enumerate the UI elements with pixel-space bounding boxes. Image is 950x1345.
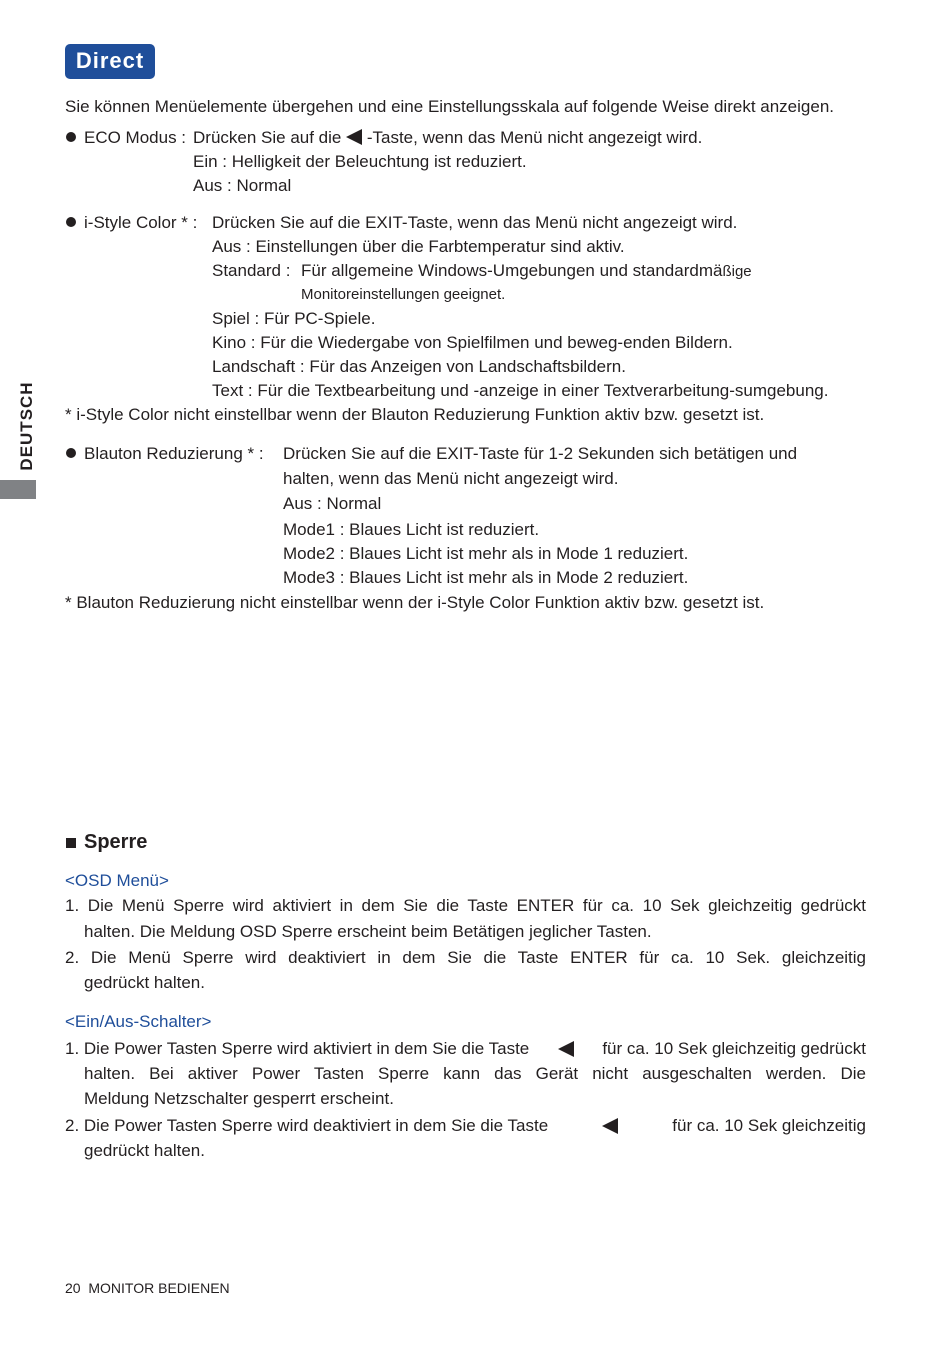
istyle-standard-text-2: Monitoreinstellungen geeignet. [301, 286, 506, 303]
istyle-standard-text-1 [301, 261, 752, 281]
left-triangle-icon [346, 129, 362, 145]
left-triangle-icon [602, 1118, 618, 1134]
istyle-line-1: Drücken Sie auf die EXIT-Taste, wenn das Menü nicht angezeigt wird. [212, 213, 738, 232]
power-item-1-line-2: halten. Bei aktiver Power Tasten Sperre kann das Gerät nicht ausgeschalten werden. Die [84, 1064, 866, 1083]
power-item-2-line-1-post: für ca. 10 Sek gleichzeitig [672, 1116, 866, 1135]
blauton-mode1: Mode1 : Blaues Licht ist reduziert. [283, 520, 540, 539]
language-tab [0, 480, 36, 499]
blauton-mode2: Mode2 : Blaues Licht ist mehr als in Mode 1 reduziert. [283, 544, 689, 563]
page-footer [65, 1280, 230, 1296]
power-item-1-line-1-pre: 1. Die Power Tasten Sperre wird aktiviert in dem Sie die Taste [65, 1039, 530, 1058]
power-item-2-line-2: gedrückt halten. [84, 1141, 205, 1160]
left-triangle-icon [558, 1041, 574, 1057]
istyle-spiel: Spiel : Für PC-Spiele. [212, 309, 376, 328]
page-number: 20 [65, 1280, 81, 1296]
eco-line-3: Aus : Normal [193, 176, 292, 195]
osd-heading: <OSD Menü> [65, 871, 169, 890]
eco-label: ECO Modus : [84, 128, 187, 147]
blauton-note: * Blauton Reduzierung nicht einstellbar wenn der i-Style Color Funktion aktiv bzw. gesetzt ist. [65, 593, 765, 612]
istyle-label: i-Style Color * : [84, 213, 198, 232]
bullet-dot-icon [66, 448, 76, 458]
istyle-standard-text-1b: ßige [722, 263, 752, 280]
eco-line-1 [193, 128, 702, 148]
bullet-dot-icon [66, 132, 76, 142]
blauton-line-1: Drücken Sie auf die EXIT-Taste für 1-2 Sekunden sich betätigen und [283, 444, 798, 463]
square-icon [66, 838, 76, 848]
section-badge-direct: Direct [65, 44, 155, 79]
power-item-1-line-3: Meldung Netzschalter gesperrt erscheint. [84, 1089, 394, 1108]
blauton-line-2: halten, wenn das Menü nicht angezeigt wird. [283, 469, 619, 488]
direct-intro: Sie können Menüelemente übergehen und eine Einstellungsskala auf folgende Weise direkt anzeigen. [65, 97, 834, 116]
eco-line-1-pre: Drücken Sie auf die [193, 128, 342, 147]
power-heading: <Ein/Aus-Schalter> [65, 1012, 212, 1031]
footer-section: MONITOR BEDIENEN [88, 1280, 230, 1296]
istyle-standard-label: Standard : [212, 261, 291, 280]
sperre-title: Sperre [84, 831, 148, 853]
blauton-label: Blauton Reduzierung * : [84, 444, 264, 463]
blauton-aus: Aus : Normal [283, 494, 382, 513]
eco-line-2: Ein : Helligkeit der Beleuchtung ist reduziert. [193, 152, 527, 171]
istyle-standard-text-1a: Für allgemeine Windows-Umgebungen und standardmä [301, 261, 723, 280]
istyle-note: * i-Style Color nicht einstellbar wenn der Blauton Reduzierung Funktion aktiv bzw. gesetzt ist. [65, 405, 765, 424]
osd-item-2-line-1: 2. Die Menü Sperre wird deaktiviert in dem Sie die Taste ENTER für ca. 10 Sek. gleichzeitig [65, 948, 866, 967]
power-item-1-line-1-post: für ca. 10 Sek gleichzeitig gedrückt [602, 1039, 866, 1058]
osd-item-1-line-1: 1. Die Menü Sperre wird aktiviert in dem Sie die Taste ENTER für ca. 10 Sek gleichzeitig gedrückt [65, 896, 866, 915]
istyle-kino: Kino : Für die Wiedergabe von Spielfilmen und beweg-enden Bildern. [212, 333, 733, 352]
language-label: DEUTSCH [17, 381, 36, 471]
osd-item-1-line-2: halten. Die Meldung OSD Sperre erscheint beim Betätigen jeglicher Tasten. [84, 922, 652, 941]
istyle-landschaft: Landschaft : Für das Anzeigen von Landschaftsbildern. [212, 357, 626, 376]
bullet-dot-icon [66, 217, 76, 227]
power-item-1-line-1 [65, 1039, 866, 1059]
blauton-mode3: Mode3 : Blaues Licht ist mehr als in Mode 2 reduziert. [283, 568, 689, 587]
eco-line-1-post: -Taste, wenn das Menü nicht angezeigt wird. [366, 128, 703, 147]
power-item-2-line-1 [65, 1116, 866, 1136]
osd-item-2-line-2: gedrückt halten. [84, 973, 205, 992]
istyle-aus: Aus : Einstellungen über die Farbtemperatur sind aktiv. [212, 237, 625, 256]
power-item-2-line-1-pre: 2. Die Power Tasten Sperre wird deaktiviert in dem Sie die Taste [65, 1116, 549, 1135]
istyle-text: Text : Für die Textbearbeitung und -anzeige in einer Textverarbeitung-sumgebung. [212, 381, 829, 400]
